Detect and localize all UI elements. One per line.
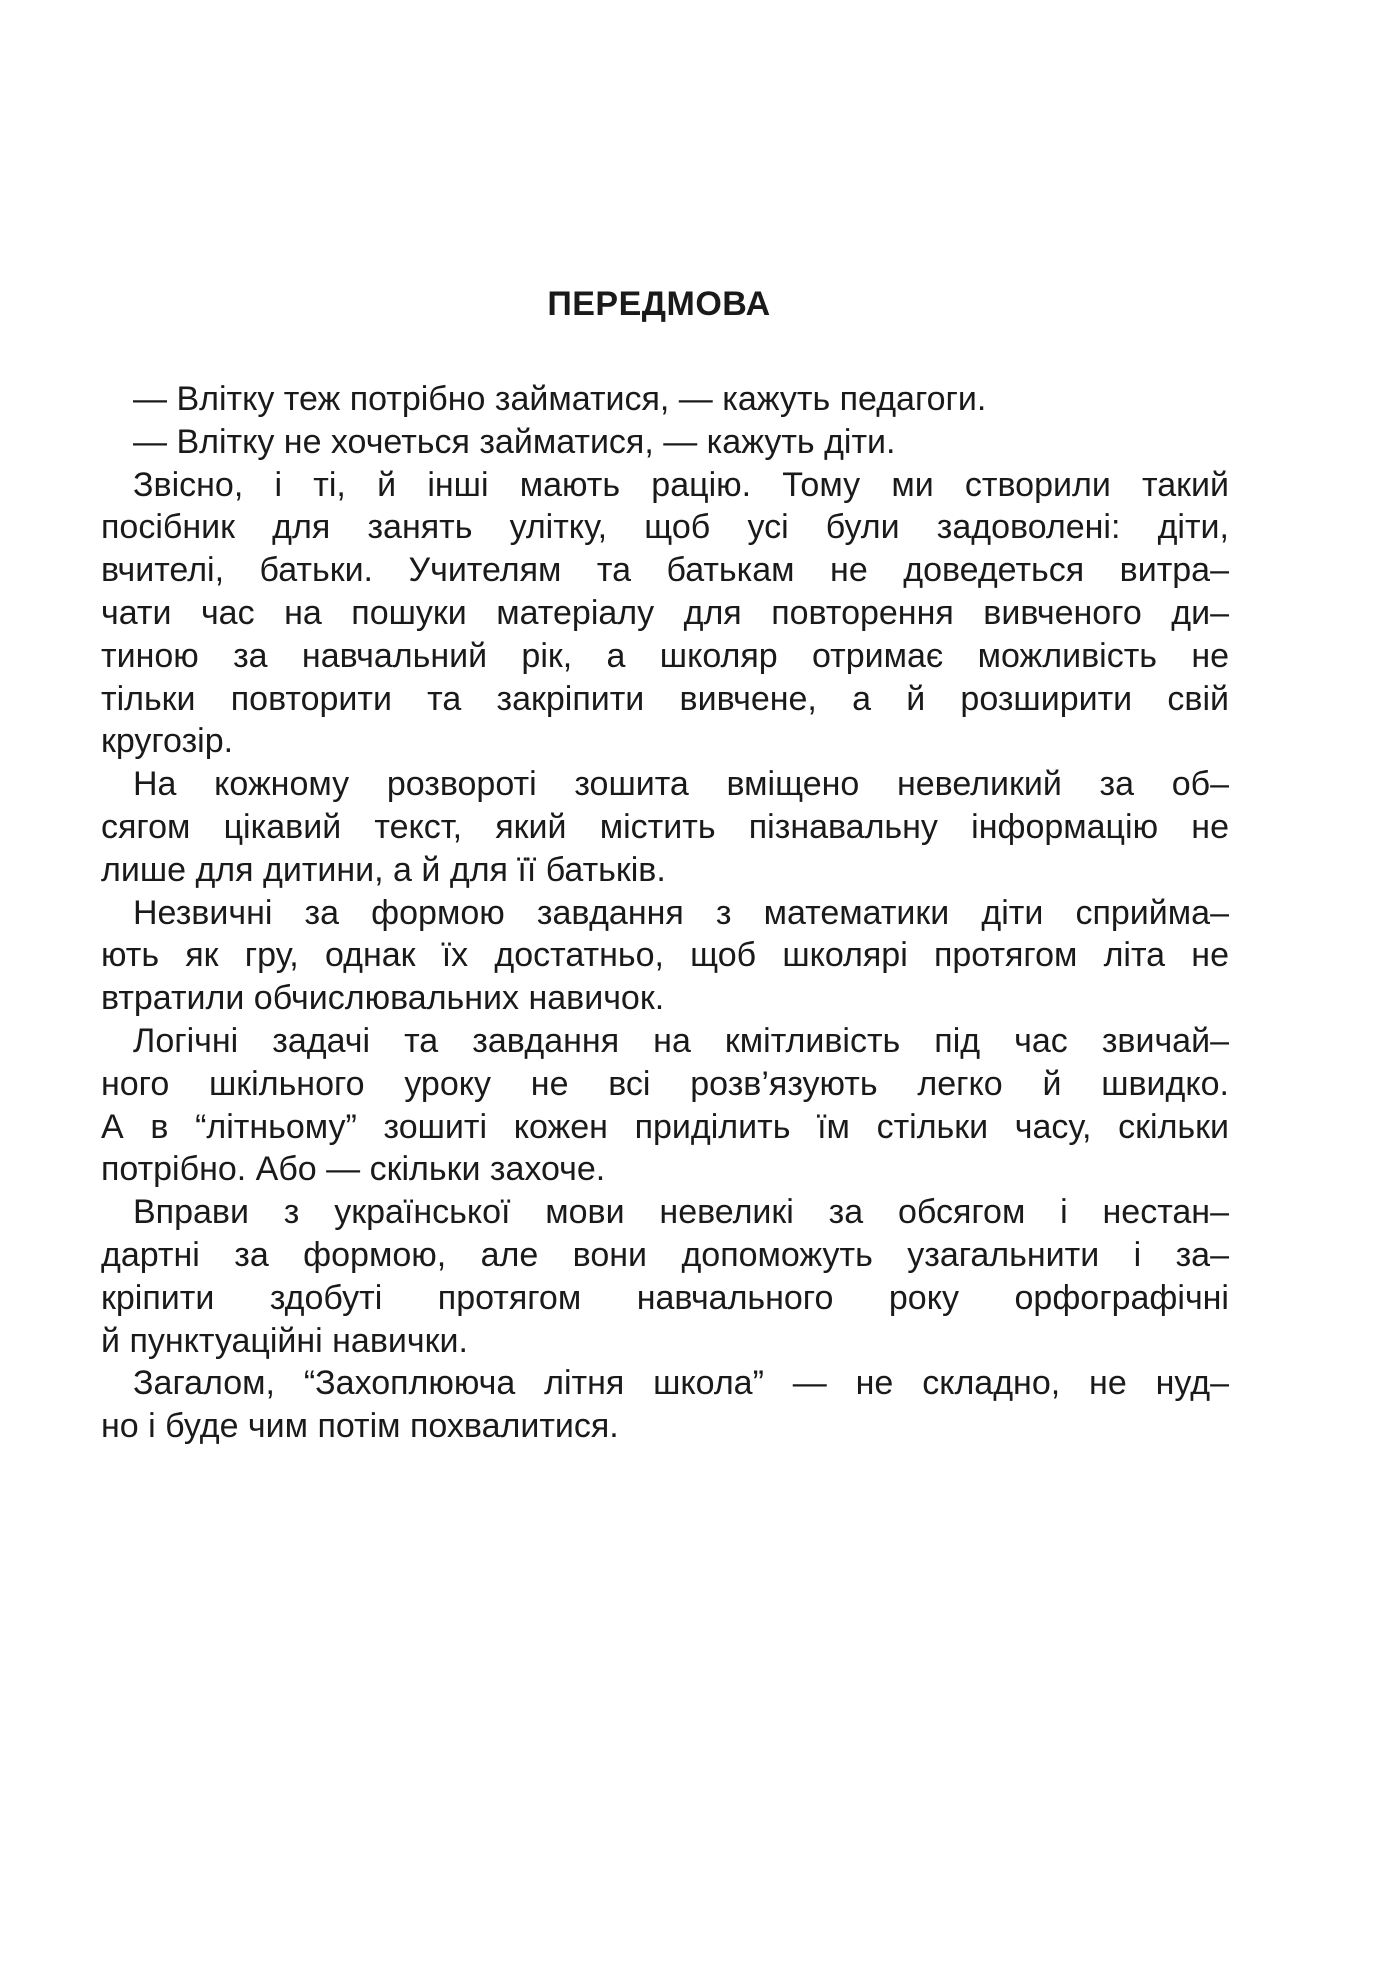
paragraph: [101, 464, 1229, 764]
text-line: но і буде чим потім похвалитися.: [101, 1407, 619, 1446]
text-line: й пунктуаційні навички.: [101, 1321, 468, 1360]
text-line: Вправи з української мови невеликі за обсягом і нестан–: [133, 1193, 1229, 1232]
text-line: ють як гру, однак їх достатньо, щоб школярі протягом літа не: [101, 936, 1229, 975]
text-line: Логічні задачі та завдання на кмітливість під час звичай–: [133, 1021, 1229, 1060]
page-title: ПЕРЕДМОВА: [547, 285, 771, 323]
text-line: потрібно. Або — скільки захоче.: [101, 1150, 606, 1189]
text-line: дартні за формою, але вони допоможуть узагальнити і за–: [101, 1235, 1229, 1274]
text-line: чати час на пошуки матеріалу для повторення вивченого ди–: [101, 593, 1229, 632]
paragraph: [101, 421, 1229, 464]
text-line: Незвичні за формою завдання з математики діти сприйма–: [133, 893, 1229, 932]
text-line: Звісно, і ті, й інші мають рацію. Тому ми створили такий: [133, 465, 1229, 504]
text-line: посібник для занять улітку, щоб усі були задоволені: діти,: [101, 508, 1229, 547]
text-line: ного шкільного уроку не всі розв’язують легко й швидко.: [101, 1064, 1229, 1103]
text-line: — Влітку не хочеться займатися, — кажуть діти.: [133, 422, 896, 461]
text-line: тільки повторити та закріпити вивчене, а й розширити свій: [101, 679, 1229, 718]
text-line: сягом цікавий текст, який містить пізнавальну інформацію не: [101, 807, 1229, 846]
text-line: кріпити здобуті протягом навчального року орфографічні: [101, 1278, 1229, 1317]
paragraph: [101, 763, 1229, 891]
text-line: лише для дитини, а й для її батьків.: [101, 850, 666, 889]
paragraph: [101, 892, 1229, 1020]
paragraph: [101, 1362, 1229, 1448]
text-line: — Влітку теж потрібно займатися, — кажуть педагоги.: [133, 380, 987, 418]
text-line: втратили обчислювальних навичок.: [101, 979, 665, 1018]
text-line: На кожному розвороті зошита вміщено невеликий за об–: [133, 765, 1229, 804]
preface-body: [101, 378, 1229, 1448]
text-line: Загалом, “Захоплююча літня школа” — не складно, не нуд–: [133, 1364, 1229, 1403]
paragraph: [101, 1020, 1229, 1191]
text-line: А в “літньому” зошиті кожен приділить їм стільки часу, скільки: [101, 1107, 1229, 1146]
text-line: кругозір.: [101, 722, 234, 761]
paragraph: [101, 378, 1229, 421]
text-line: вчителі, батьки. Учителям та батькам не доведеться витра–: [101, 551, 1229, 590]
paragraph: [101, 1191, 1229, 1362]
text-line: тиною за навчальний рік, а школяр отримає можливість не: [101, 636, 1229, 675]
